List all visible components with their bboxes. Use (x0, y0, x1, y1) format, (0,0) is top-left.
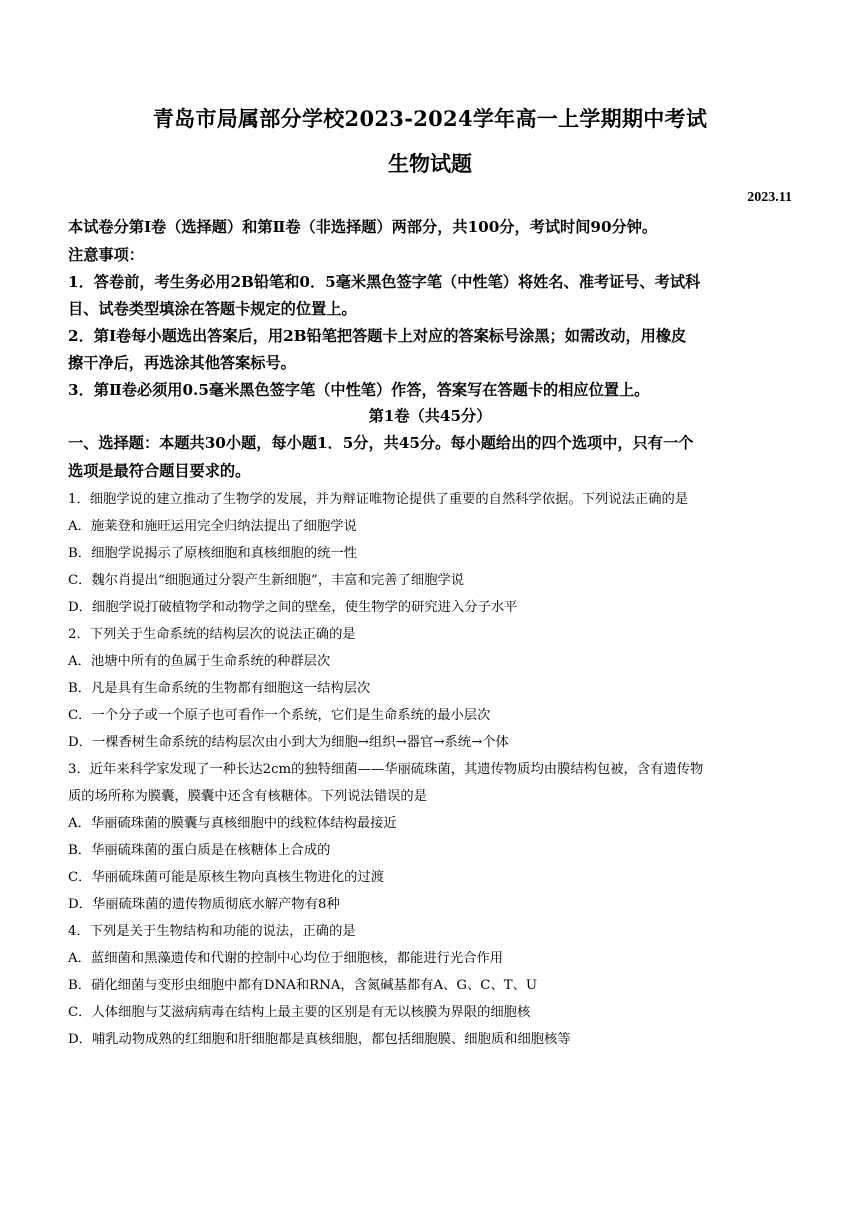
intro-line: 目、试卷类型填涂在答题卡规定的位置上。 (68, 300, 357, 318)
option-line: A．蓝细菌和黑藻遗传和代谢的控制中心均位于细胞核，都能进行光合作用 (68, 951, 504, 966)
question-line: 3．近年来科学家发现了一种长达2cm的独特细菌——华丽硫珠菌，其遗传物质均由膜结构包被，含有遗传物 (68, 762, 704, 777)
option-line: B．凡是具有生命系统的生物都有细胞这一结构层次 (68, 681, 371, 696)
option-line: D．一棵香树生命系统的结构层次由小到大为细胞→组织→器官→系统→个体 (68, 735, 509, 750)
exam-title: 青岛市局属部分学校2023-2024学年高一上学期期中考试 (152, 106, 708, 131)
intro-line: 3．第Ⅱ卷必须用0.5毫米黑色签字笔（中性笔）作答，答案写在答题卡的相应位置上。 (68, 381, 650, 399)
question-line: 1．细胞学说的建立推动了生物学的发展，并为辩证唯物论提供了重要的自然科学依据。下列说法正确的是 (68, 492, 689, 507)
intro-line: 2．第Ⅰ卷每小题选出答案后，用2B铅笔把答题卡上对应的答案标号涂黑；如需改动，用橡皮 (68, 327, 687, 345)
option-line: B．硝化细菌与变形虫细胞中都有DNA和RNA，含氮碱基都有A、G、C、T、U (68, 978, 538, 993)
section-title: 第1卷（共45分） (368, 407, 492, 425)
option-line: A．施莱登和施旺运用完全归纳法提出了细胞学说 (68, 519, 357, 534)
option-line: A．池塘中所有的鱼属于生命系统的种群层次 (68, 654, 331, 669)
option-line: C．华丽硫珠菌可能是原核生物向真核生物进化的过渡 (68, 870, 385, 885)
option-line: D．哺乳动物成熟的红细胞和肝细胞都是真核细胞，都包括细胞膜、细胞质和细胞核等 (68, 1032, 571, 1047)
option-line: D．细胞学说打破植物学和动物学之间的壁垒，使生物学的研究进入分子水平 (68, 600, 518, 615)
intro-line: 1．答卷前，考生务必用2B铅笔和0．5毫米黑色签字笔（中性笔）将姓名、准考证号、考试科 (68, 273, 701, 291)
section-heading: 选项是最符合题目要求的。 (68, 462, 251, 480)
option-line: A．华丽硫珠菌的膜囊与真核细胞中的线粒体结构最接近 (68, 816, 397, 831)
option-line: C．魏尔肖提出“细胞通过分裂产生新细胞”，丰富和完善了细胞学说 (68, 573, 465, 588)
option-line: C．一个分子或一个原子也可看作一个系统，它们是生命系统的最小层次 (68, 708, 491, 723)
exam-subtitle: 生物试题 (388, 151, 472, 176)
intro-line: 擦干净后，再选涂其他答案标号。 (68, 354, 296, 372)
intro-line: 本试卷分第Ⅰ卷（选择题）和第Ⅱ卷（非选择题）两部分，共100分，考试时间90分钟。 (68, 218, 658, 236)
option-line: B．华丽硫珠菌的蛋白质是在核糖体上合成的 (68, 843, 331, 858)
question-line: 质的场所称为膜囊，膜囊中还含有核糖体。下列说法错误的是 (68, 789, 428, 804)
intro-line: 注意事项： (68, 246, 144, 264)
option-line: D．华丽硫珠菌的遗传物质彻底水解产物有8种 (68, 897, 340, 912)
section-heading: 一、选择题：本题共30小题，每小题1．5分，共45分。每小题给出的四个选项中，只有一个 (68, 434, 694, 452)
option-line: C．人体细胞与艾滋病病毒在结构上最主要的区别是有无以核膜为界限的细胞核 (68, 1005, 531, 1020)
question-line: 2．下列关于生命系统的结构层次的说法正确的是 (68, 627, 356, 642)
option-line: B．细胞学说揭示了原核细胞和真核细胞的统一性 (68, 546, 358, 561)
question-line: 4．下列是关于生物结构和功能的说法，正确的是 (68, 924, 356, 939)
exam-date: 2023.11 (747, 190, 792, 205)
